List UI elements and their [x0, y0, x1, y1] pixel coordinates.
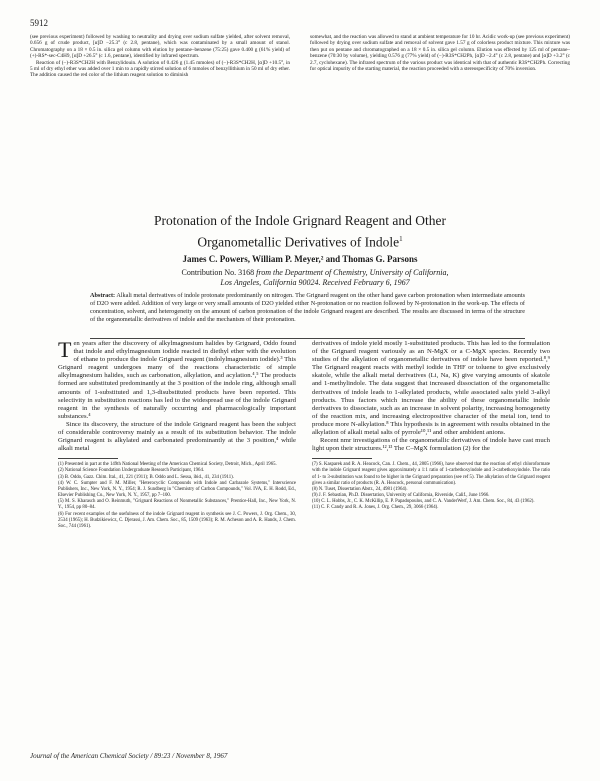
footnote: (10) C. L. Hobbs, Jr., C. K. McKillip, E. P. Papadopoulos, and C. A. VanderWerf, J. Am. Chem. Soc., 84, 43 (1962). [312, 499, 535, 505]
footnotes-right [312, 462, 550, 511]
prev-article-left-column [30, 34, 290, 79]
footnote: (3) B. Oddo, Gazz. Chim. Ital., 41, 221 (1911); B. Oddo and L. Sessa, ibid., 41, 234 (1911). [58, 474, 234, 480]
prev-article-paragraph: (see previous experiment) followed by washing to neutrality and drying over sodium sulfate yielded, after solvent removal, 0.656 g of crude product, [α]D −25.3° (c 2.8, pentane), which was contaminated by a small amount of stanol. Chromatography on a 18 × 0.5 in. silica gel column with elution by pentane–benzene (75:25) gave 0.400 g (61% yield) of (+)-RS*-sec-C4H9, [α]D +26.5° (c 1.6, pentane), identified by infrared spectrum. [30, 34, 290, 60]
prev-article-paragraph: Reaction of (−)-R3S*CH2H with Benzylidouin. A solution of 0.426 g (1.45 mmoles) of (−)-R3S*CH2H, [α]D +10.5°, in 5 ml of dry ethyl ether was added over 1 min to a rapidly stirred solution of 6 mmoles of benzyllithium in 50 ml of dry ether. The addition caused the red color of the lithium reagent solution to diminish [30, 59, 290, 79]
journal-citation: Journal of the American Chemical Society / 89:23 / November 8, 1967 [30, 752, 228, 760]
footnote: (2) National Science Foundation Undergraduate Research Participant, 1964. [58, 468, 205, 474]
abstract-text: Alkali metal derivatives of indole protonate predominantly on nitrogen. The Grignard reagent on the other hand gave carbon protonation when intermediate amounts of D2O were added. Addition of very large or very small amounts of D2O yielded either N-protonation or no reaction followed by N-protonation in the work-up. The effects of concentration, solvent, and heterogeneity on the amount of carbon protonation of the indole Grignard reagent are described. The results are discussed in terms of the structure of the organometallic derivatives of indole and the mechanism of their protonation. [90, 292, 525, 324]
footnote: (8) N. Tuset, Dissertation Abstr., 24, 4981 (1964). [312, 486, 408, 492]
footnote-divider [312, 458, 372, 459]
article-title [0, 212, 600, 252]
abstract-divider [90, 338, 525, 339]
authors: James C. Powers, William P. Meyer,² and Thomas G. Parsons [182, 254, 418, 264]
drop-cap: T [58, 337, 72, 362]
abstract-label: Abstract: [90, 292, 116, 299]
footnote-divider [58, 458, 118, 459]
prev-article-paragraph: somewhat, and the reaction was allowed to stand at ambient temperature for 10 hr. Acidic work-up (see previous experiment) followed by drying over sodium sulfate and removal of solvent gave 1.57 g of colorless product mixture. This mixture was then put on pentane and chromatographed on a 18 × 0.5 in. silica gel column. Elution was effected by 125 ml of pentane–benzene (70:30 by volume), yielding 0.576 g (77% yield) of (−)-R3S*CH2Ph, [α]D −2.4° (c 2.8, pentane) and [α]D +3.2° (c 2.7, cyclohexane). The infrared spectrum of the various product was identical with that of authentic R3S*CH2Ph. Correcting for optical impurity of the starting material, the reaction proceeded with a stereospecificity of 70% inversion. [310, 34, 570, 73]
contribution-info [150, 268, 480, 288]
contribution-affiliation: from the Department of Chemistry, University of California, [254, 268, 449, 277]
page-number: 5912 [30, 18, 48, 28]
contribution-number: Contribution No. 3168 [181, 268, 255, 277]
body-text: en years after the discovery of alkylmagnesium halides by Grignard, Oddo found that indole and ethylmagnesium iodide reacted in diethyl ether with the evolution of ethane to produce the indole Grignard reagent (indolylmagnesium iodide).³ This Grignard reagent undergoes many of the reactions characteristic of simple alkylmagnesium halides, such as carbonation, alkylation, and acylation.⁴,⁵ The products formed are substituted predominantly at the 3 position of the indole ring, although small amounts of 1-substituted and 1,3-disubstituted products have been reported. This selectivity in substitution reactions has led to the widespread use of the indole Grignard reagent in the synthesis of naturally occurring and pharmacologically important substances.⁴ [58, 340, 296, 420]
prev-article-right-column [310, 34, 570, 72]
title-footnote-marker: 1 [399, 235, 403, 243]
footnote: (7) S. Kasparek and R. A. Heacock, Can. J. Chem., 44, 2805 (1966), have observed that the reaction of ethyl chloroformate with the indole Grignard reagent gives approximately a 1:1 ratio of 1-carbethoxyindole and 3-carbethoxyindole. The ratio of 1- to 3-substitution was found to be higher in the Grignard preparation (see ref 5). The alkylation of the Grignard reagent gives a similar ratio of products (R. A. Heacock, personal communication). [312, 462, 550, 486]
body-paragraph: Since its discovery, the structure of the indole Grignard reagent has been the subject of considerable controversy mainly as a result of its substitution behavior. The indole Grignard reagent is alkylated and carbonated predominantly at the 3 position,⁴ while alkali metal [58, 420, 296, 453]
body-right-column [312, 340, 550, 512]
footnote: (1) Presented in part at the 149th National Meeting of the American Chemical Society, Detroit, Mich., April 1965. [58, 462, 277, 468]
body-paragraph [58, 337, 296, 421]
page-footer [30, 752, 570, 760]
body-paragraph: Recent nmr investigations of the organometallic derivatives of indole have cast much light upon their structures.¹²,¹³ The C–MgX formulation (2) for the [312, 437, 550, 453]
footnote: (6) For recent examples of the usefulness of the indole Grignard reagent in synthesis see J. C. Powers, J. Org. Chem., 30, 2534 (1965); H. Budzikiewicz, C. Djerassi, J. Am. Chem. Soc., 85, 1509 (1963); R. M. Acheson and A. R. Hands, J. Chem. Soc., 744 (1961). [58, 511, 296, 529]
body-paragraph: derivatives of indole yield mostly 1-substituted products. This has led to the formulation of the Grignard reagent variously as an N-MgX or a C-MgX species. Recently two studies of the alkylation of organometallic derivatives of indole have been reported.⁸,⁹ The Grignard reagent reacts with methyl iodide in THF or toluene to give exclusively skatole, while the alkali metal derivatives (Li, Na, K) give varying amounts of skatole and 1-methylindole. The data suggest that increased dissociation of the organometallic derivatives of indole leads to 1-alkylated products, while associated salts yield 3-alkyl products. Thus factors which increase the ability of these organometallic indole derivatives to dissociate, such as an increase in solvent polarity, increasing homogeneity of the reaction mix, and increasing electropositive character of the metal ion, tend to produce more N-alkylation.⁸ This hypothesis is in agreement with results obtained in the alkylation of alkali metal salts of pyrrole¹⁰,¹¹ and other ambident anions. [312, 340, 550, 437]
title-line-1: Protonation of the Indole Grignard Reagent and Other [153, 213, 447, 228]
footnote: (5) M. S. Kharasch and O. Reinmuth, "Grignard Reactions of Nonmetallic Substances," Prentice-Hall, Inc., New York, N. Y., 1954, pp 80–84. [58, 499, 296, 511]
footnote: (9) J. F. Sebastian, Ph.D. Dissertation, University of California, Riverside, Calif., June 1966. [312, 493, 490, 499]
title-line-2: Organometallic Derivatives of Indole [197, 234, 400, 250]
body-left-column [58, 337, 296, 530]
abstract [90, 292, 525, 324]
footnotes-left [58, 462, 296, 530]
footnote: (11) C. F. Candy and R. A. Jones, J. Org. Chem., 29, 3066 (1964). [312, 505, 439, 511]
contribution-received: Los Angeles, California 90024. Received February 6, 1967 [220, 278, 410, 287]
footnote: (4) W. C. Sumpter and F. M. Miller, "Heterocyclic Compounds with Indole and Carbazole Systems," Interscience Publishers, Inc., New York, N. Y., 1954; R. J. Sundberg in "Chemistry of Carbon Compounds," Vol. IVA, E. H. Rodd, Ed., Elsevier Publishing Co., New York, N. Y., 1957, pp 7–100. [58, 480, 296, 499]
